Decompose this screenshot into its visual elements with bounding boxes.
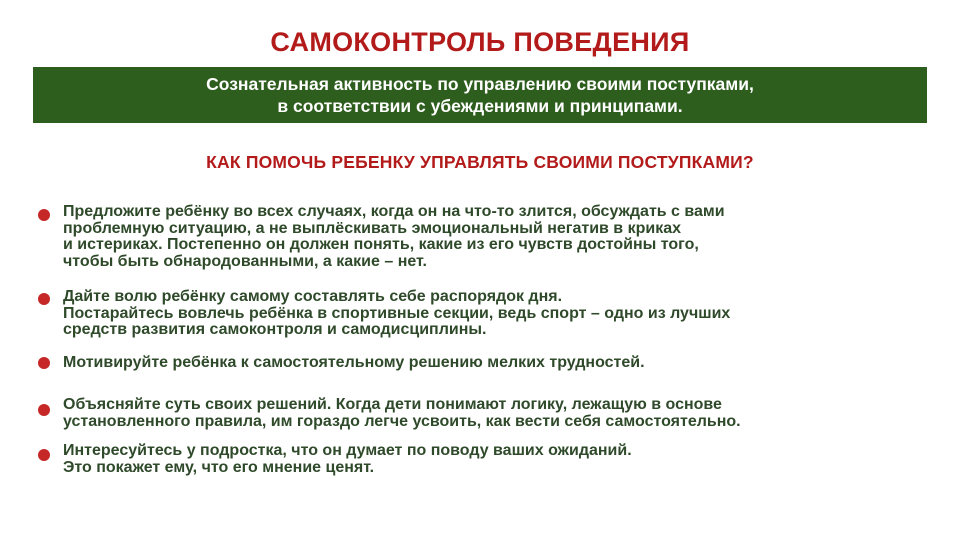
section-heading: КАК ПОМОЧЬ РЕБЕНКУ УПРАВЛЯТЬ СВОИМИ ПОСТУПКАМИ? <box>206 152 754 172</box>
list-item-text <box>63 443 943 476</box>
list-item-line: Мотивируйте ребёнка к самостоятельному решению мелких трудностей. <box>63 354 645 371</box>
bullet-dot-icon <box>38 293 50 305</box>
list-item-line: средств развития самоконтроля и самодисциплины. <box>63 321 487 338</box>
list-item-line: проблемную ситуацию, а не выплёскивать эмоциональный негатив в криках <box>63 219 682 237</box>
list-item-line: Постарайтесь вовлечь ребёнка в спортивные секции, ведь спорт – одно из лучших <box>63 304 731 322</box>
list-item-text <box>63 204 943 270</box>
bullet-dot-icon <box>38 404 50 416</box>
banner-line-1: Сознательная активность по управлению своими поступками, <box>206 74 754 94</box>
bullet-dot-icon <box>38 209 50 221</box>
list-item-line: Предложите ребёнку во всех случаях, когда он на что-то злится, обсуждать с вами <box>63 203 725 220</box>
list-item-line: Дайте волю ребёнку самому составлять себе распорядок дня. <box>63 288 563 305</box>
banner-line-2: в соответствии с убеждениями и принципами. <box>277 96 683 116</box>
list-item-text <box>63 289 943 339</box>
list-item-text <box>63 397 943 430</box>
list-item-line: Это покажет ему, что его мнение ценят. <box>63 458 375 476</box>
bullet-dot-icon <box>38 449 50 461</box>
list-item-text <box>63 355 943 372</box>
list-item-line: установленного правила, им гораздо легче усвоить, как вести себя самостоятельно. <box>63 412 741 430</box>
list-item-line: Интересуйтесь у подростка, что он думает по поводу ваших ожиданий. <box>63 442 632 459</box>
page-title: САМОКОНТРОЛЬ ПОВЕДЕНИЯ <box>270 27 690 57</box>
list-item-line: и истериках. Постепенно он должен понять, какие из его чувств достойны того, <box>63 236 699 253</box>
list-item-line: чтобы быть обнародованными, а какие – нет. <box>63 252 427 270</box>
bullet-dot-icon <box>38 357 50 369</box>
list-item-line: Объясняйте суть своих решений. Когда дети понимают логику, лежащую в основе <box>63 396 722 413</box>
